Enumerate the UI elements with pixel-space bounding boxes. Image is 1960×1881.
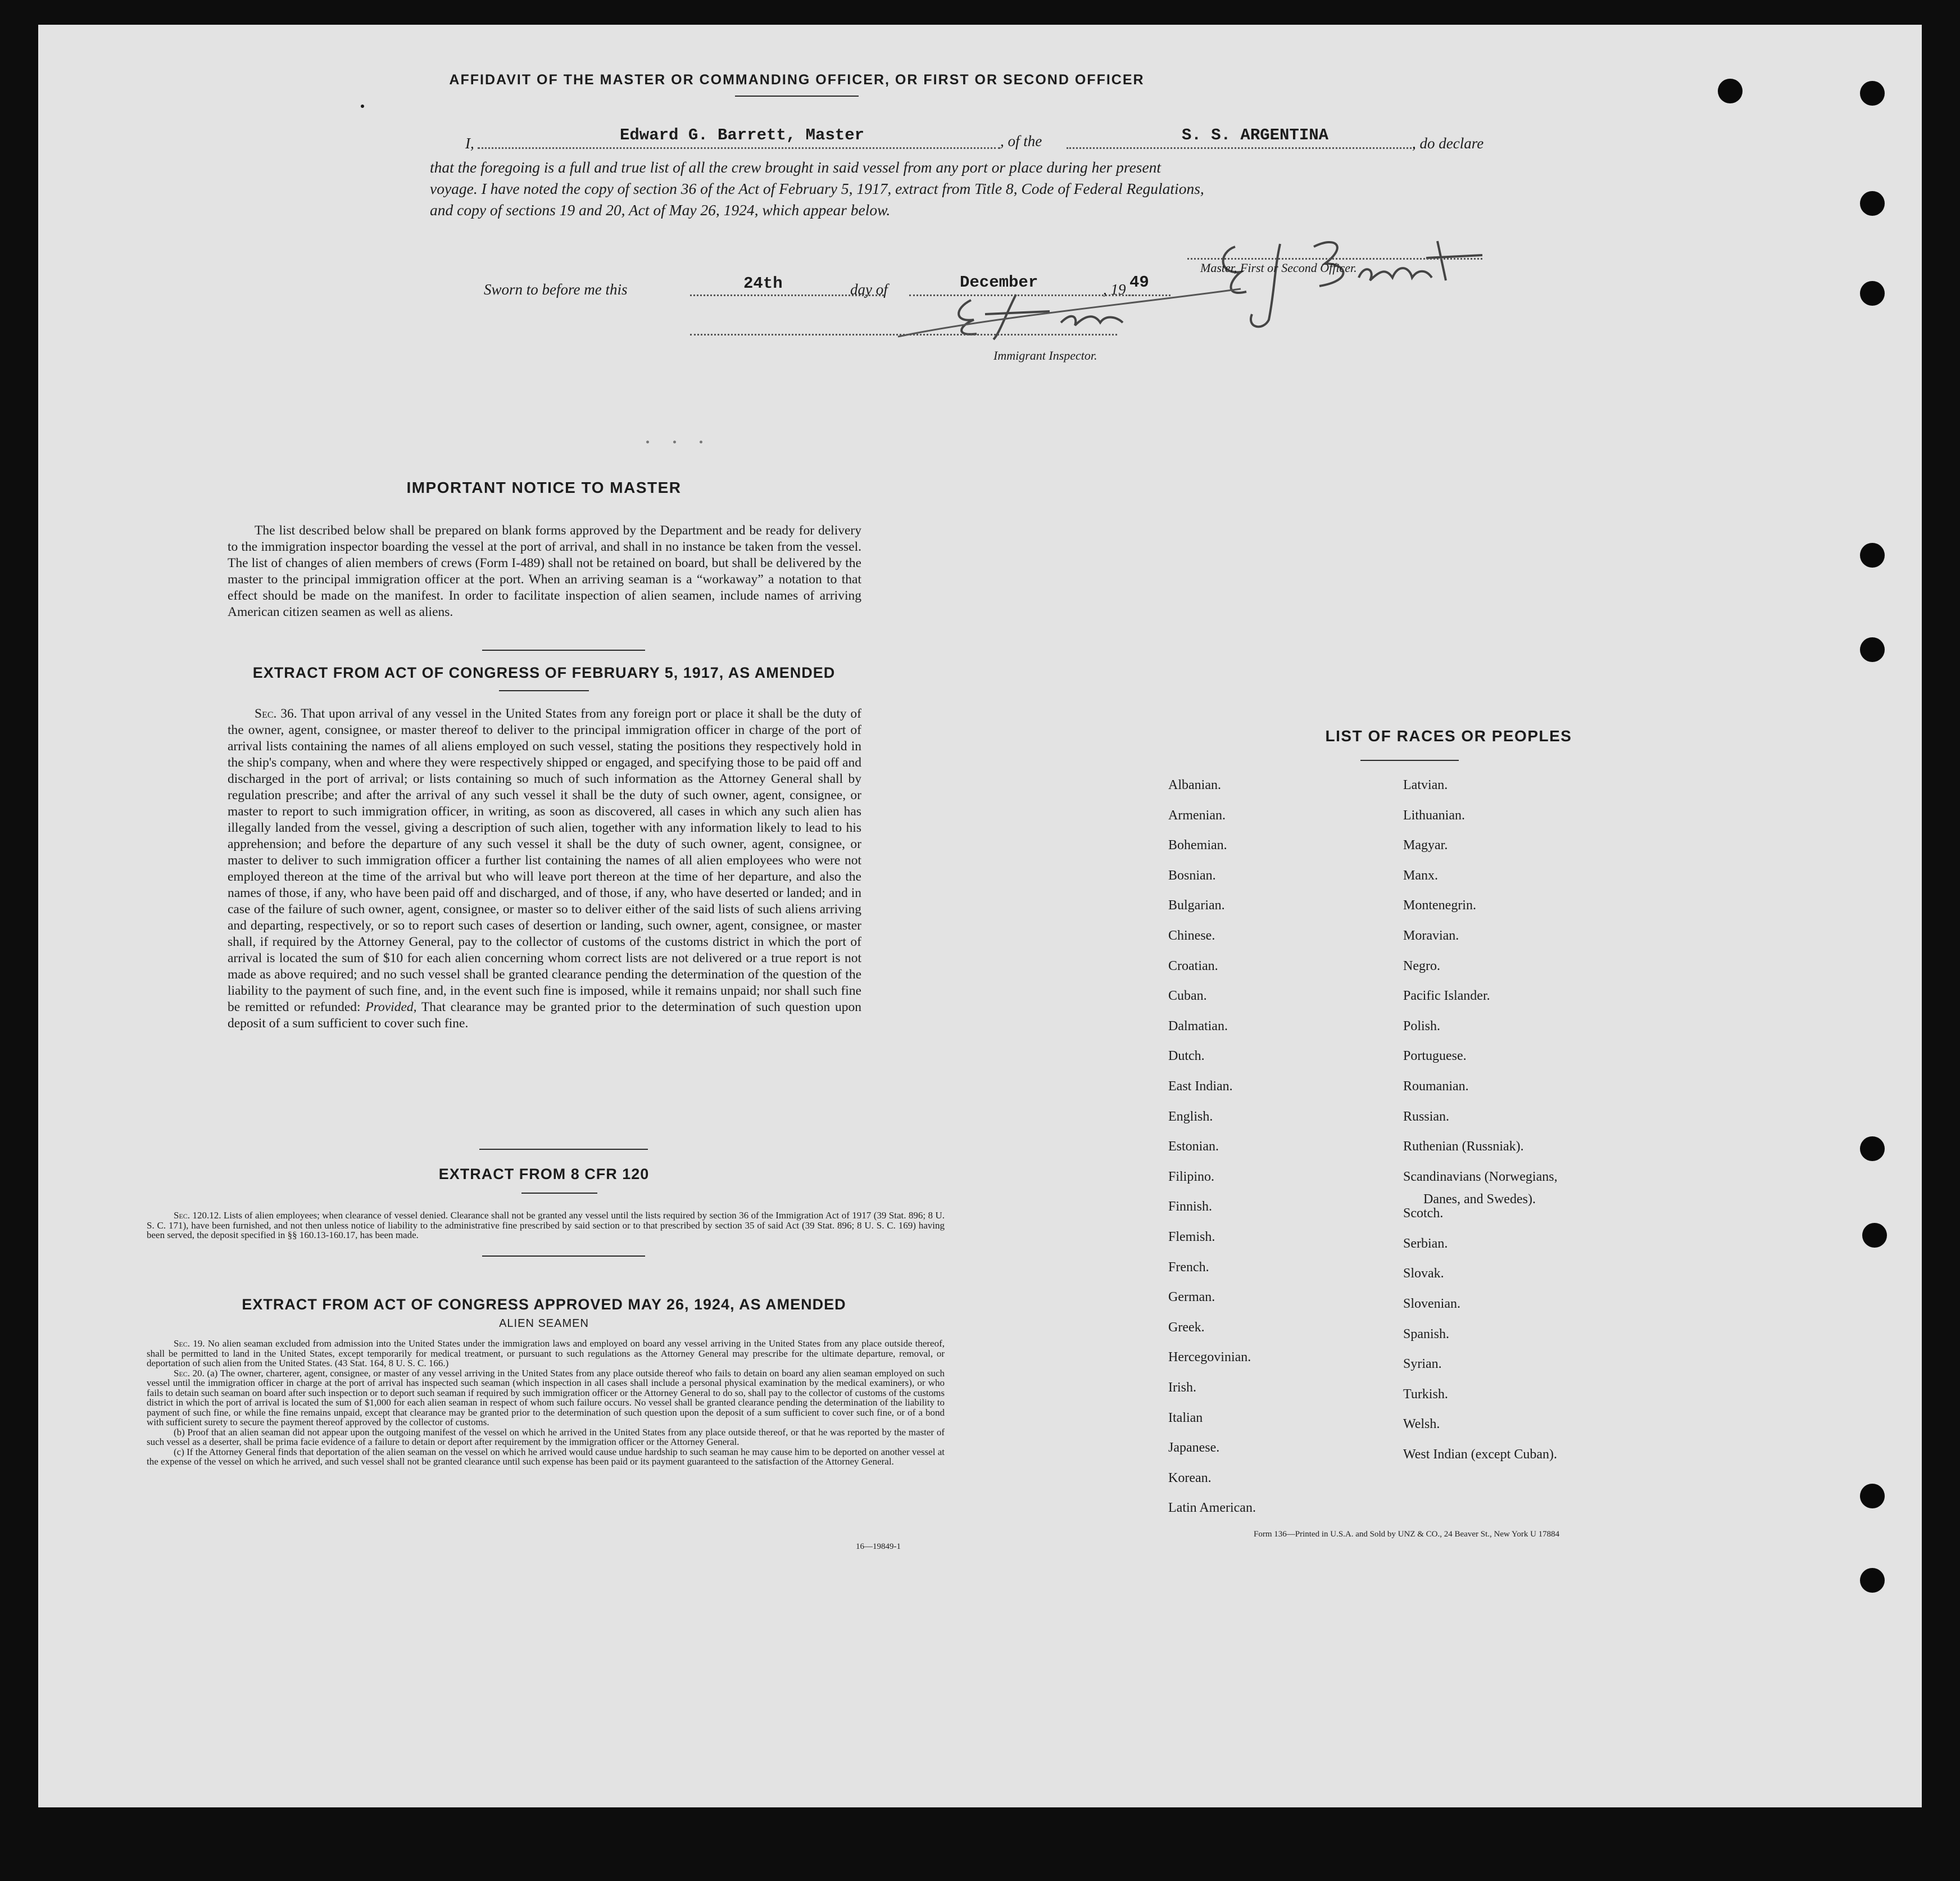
sec36-label: Sec. 36. — [255, 706, 297, 721]
day-of-label: day of — [850, 281, 888, 298]
race-item: Bohemian. — [1168, 838, 1227, 853]
race-item: Moravian. — [1403, 928, 1459, 943]
inspector-caption: Immigrant Inspector. — [993, 348, 1097, 362]
print-code: 16—19849-1 — [856, 1542, 901, 1551]
sec19-text: No alien seaman excluded from admission into the United States under the immigration laws and employed on board any vessel arriving in the United States from any place outside thereof, shall be permitted to land in the United States, except temporarily for medical treatment, or pursuant to such regulations as the Attorney General may prescribe for the ultimate departure, removal, or deportation of such alien from the United States. (43 Stat. 164, 8 U. S. C. 166.) — [147, 1338, 945, 1368]
year-prefix: , 19 — [1103, 281, 1126, 298]
race-item: Estonian. — [1168, 1139, 1219, 1154]
race-item: Irish. — [1168, 1380, 1196, 1395]
race-item: West Indian (except Cuban). — [1403, 1447, 1557, 1462]
race-item: Magyar. — [1403, 838, 1448, 853]
race-item: Scandinavians (Norwegians, — [1403, 1169, 1558, 1184]
punch-hole — [1860, 637, 1885, 662]
race-item: Slovenian. — [1403, 1296, 1460, 1311]
master-signature-line — [1187, 258, 1482, 260]
race-item: Lithuanian. — [1403, 808, 1465, 823]
race-item: Latvian. — [1403, 778, 1448, 792]
notice-title: IMPORTANT NOTICE TO MASTER — [406, 479, 682, 496]
race-item: Latin American. — [1168, 1501, 1256, 1516]
scan-speck — [673, 441, 676, 443]
sec20c-paragraph: (c) If the Attorney General finds that deportation of the alien seaman on the vessel on which he arrived would cause undue hardship to such seaman he may cause him to be deported on another vessel at the expense of the vessel on which he arrived, and such vessel shall not be granted clearance until such expense has been paid or its payment guaranteed to the satisfaction of the Attorney General. — [147, 1446, 945, 1467]
race-item: Ruthenian (Russniak). — [1403, 1139, 1524, 1154]
affidavit-title: AFFIDAVIT OF THE MASTER OR COMMANDING OFFICER, OR FIRST OR SECOND OFFICER — [449, 72, 1145, 88]
race-item: Dalmatian. — [1168, 1018, 1228, 1034]
race-item: Portuguese. — [1403, 1049, 1467, 1064]
master-name-line — [478, 147, 1000, 149]
punch-hole — [1862, 1223, 1887, 1248]
punch-hole — [1860, 1568, 1885, 1593]
extract-1917-body — [228, 706, 861, 1032]
race-item: Danes, and Swedes). — [1423, 1191, 1536, 1207]
vessel-name-field[interactable]: S. S. ARGENTINA — [1182, 126, 1329, 144]
extract-1924-title: EXTRACT FROM ACT OF CONGRESS APPROVED MAY 26, 1924, AS AMENDED — [242, 1296, 846, 1313]
race-item: Negro. — [1403, 958, 1440, 973]
race-item: Roumanian. — [1403, 1079, 1469, 1094]
sworn-day-field[interactable]: 24th — [743, 274, 783, 293]
race-item: French. — [1168, 1259, 1209, 1275]
notice-body: The list described below shall be prepared on blank forms approved by the Department and be ready for delivery to the immigration inspector boarding the vessel at the port of arrival, and shall in no instance be taken from the vessel. The list of changes of alien members of crews (Form I-489) shall not be retained on board, but shall be delivered by the master to the principal immigration officer at the port. When an arriving seaman is a “workaway” a notation to that effect should be made on the manifest. In order to facilitate inspection of alien seamen, include names of arriving American citizen seamen as well as aliens. — [228, 523, 861, 619]
inspector-signature-line — [690, 334, 1117, 336]
sworn-month-field[interactable]: December — [960, 273, 1038, 292]
races-title: LIST OF RACES OR PEOPLES — [1325, 727, 1572, 745]
proviso-label: Provided, — [365, 1000, 417, 1014]
declaration-line-2: voyage. I have noted the copy of section 36 of the Act of February 5, 1917, extract from Title 8, Code of Federal Regulations, — [430, 180, 1204, 197]
punch-hole — [1860, 1136, 1885, 1161]
sec120-label: Sec. 120.12. — [174, 1210, 221, 1221]
alien-seamen-subtitle: ALIEN SEAMEN — [499, 1317, 589, 1330]
race-item: Hercegovinian. — [1168, 1350, 1251, 1365]
race-item: Finnish. — [1168, 1199, 1213, 1214]
race-item: German. — [1168, 1290, 1215, 1305]
sec20b-paragraph: (b) Proof that an alien seaman did not appear upon the outgoing manifest of the vessel on which he arrived in the United States from any place outside thereof, or that he was reported by the master of such vessel as a deserter, shall be prima facie evidence of a failure to detain or deport after requirement by the immigration officer or the Attorney General. — [147, 1426, 945, 1447]
affidavit-i-label: I, — [465, 135, 474, 152]
punch-hole — [1860, 281, 1885, 306]
race-item: Bulgarian. — [1168, 898, 1225, 913]
race-item: Scotch. — [1403, 1206, 1444, 1221]
race-item: English. — [1168, 1109, 1213, 1124]
punch-hole — [1718, 79, 1743, 103]
declaration-line-1: that the foregoing is a full and true list of all the crew brought in said vessel from any port or place during her present — [430, 158, 1162, 176]
punch-hole — [1860, 81, 1885, 106]
master-signature-caption: Master, First or Second Officer. — [1200, 261, 1357, 275]
extract-1917-rule — [499, 690, 589, 691]
race-item: Chinese. — [1168, 928, 1215, 943]
punch-hole — [1860, 191, 1885, 216]
race-item: Korean. — [1168, 1470, 1212, 1485]
sec20a-text: (a) The owner, charterer, agent, consignee, or master of any vessel arriving in the United States from any place outside thereof who fails to detain on board any alien seaman employed on such vessel until the immigration officer in charge at the port of arrival has inspected such seaman (which inspection in all cases shall include a personal physical examination by the medical examiners), or who fails to detain such seaman on board after such inspection or to deport such seaman if required by such immigration officer or the Attorney General to do so, shall pay to the collector of customs of the customs district in which the port of arrival is located the sum of $1,000 for each alien seaman in respect of whom such failure occurs. No vessel shall be granted clearance pending the determination of the liability to payment of such fine, or while the fine remains unpaid, except that clearance may be granted prior to the determination of such question upon the deposit of a sum sufficient to cover such fine, or of a bond with sufficient surety to secure the payment thereof approved by the collector of customs. — [147, 1367, 945, 1427]
race-item: East Indian. — [1168, 1079, 1233, 1094]
race-item: Turkish. — [1403, 1386, 1448, 1402]
race-item: Polish. — [1403, 1018, 1441, 1034]
punch-hole — [1860, 1484, 1885, 1508]
sec36-text: That upon arrival of any vessel in the United States from any foreign port or place it shall be the duty of the owner, agent, consignee, or master thereof to deliver to the principal immigration officer in charge of the port of arrival lists containing the names of all aliens employed on such vessel, stating the positions they respectively hold in the ship's company, when and where they were respectively shipped or engaged, and specifying those to be paid off and discharged in the port of arrival; or lists containing so much of such information as the Attorney General shall by regulation prescribe; and after the arrival of any such vessel it shall be the duty of such owner, agent, consignee, or master to report to such immigration officer, in writing, as soon as discovered, all cases in which any such alien has illegally landed from the vessel, giving a description of such alien, together with any information likely to lead to his apprehension; and before the departure of any such vessel it shall be the duty of such owner, agent, consignee, or master to deliver to such immigration officer a further list containing the names of all alien employees who were not employed thereon at the time of the arrival but who will leave port thereon at the time of her departure, and also the names of those, if any, who have been paid off and discharged, and of those, if any, who have deserted or landed; and in case of the failure of such owner, agent, consignee, or master so to deliver either of the said lists of such aliens arriving and departing, respectively, or so to report such cases of desertion or landing, such owner, agent, consignee, or master shall, if required by the Attorney General, pay to the collector of customs of the customs district in which the port of arrival is located the sum of $10 for each alien concerning whom correct lists are not delivered or a true report is not made as above required; and no such vessel shall be granted clearance pending the determination of the question of the liability to the payment of such fine, and, in the event such fine is imposed, while it remains unpaid; nor shall such fine be remitted or refunded: — [228, 706, 862, 1014]
extract-cfr-title: EXTRACT FROM 8 CFR 120 — [438, 1166, 650, 1182]
scan-speck — [361, 105, 364, 108]
document-page — [38, 25, 1922, 1807]
extract-1917-title: EXTRACT FROM ACT OF CONGRESS OF FEBRUARY 5, 1917, AS AMENDED — [252, 664, 836, 681]
sec19-paragraph — [147, 1339, 945, 1368]
race-item: Armenian. — [1168, 808, 1226, 823]
race-item: Bosnian. — [1168, 868, 1216, 883]
races-rule — [1360, 760, 1459, 761]
scan-speck — [700, 441, 702, 443]
vessel-name-line — [1067, 147, 1415, 149]
sec120-text: Lists of alien employees; when clearance of vessel denied. Clearance shall not be granted any vessel until the lists required by section 36 of the Immigration Act of 1917 (39 Stat. 896; 8 U. S. C. 171), have been furnished, and not then unless notice of liability to the administrative fine prescribed by said section or to that prescribed by section 35 of said Act (39 Stat. 896; 8 U. S. C. 169) having been served, the deposit specified in §§ 160.13-160.17, has been made. — [147, 1210, 945, 1240]
master-name-field[interactable]: Edward G. Barrett, Master — [620, 126, 865, 144]
race-item: Spanish. — [1403, 1326, 1450, 1341]
form-print-note: Form 136—Printed in U.S.A. and Sold by UNZ & CO., 24 Beaver St., New York U 17884 — [1254, 1530, 1560, 1539]
race-item: Russian. — [1403, 1109, 1450, 1124]
inspector-signature — [881, 283, 1308, 345]
do-declare-label: , do declare — [1412, 135, 1484, 152]
declaration-line-3: and copy of sections 19 and 20, Act of May 26, 1924, which appear below. — [430, 201, 891, 219]
race-item: Albanian. — [1168, 778, 1221, 792]
race-item: Dutch. — [1168, 1049, 1205, 1064]
race-item: Serbian. — [1403, 1236, 1448, 1251]
sec20-label: Sec. 20. — [174, 1367, 205, 1379]
punch-hole — [1860, 543, 1885, 568]
race-item: Flemish. — [1168, 1230, 1215, 1244]
notice-rule — [482, 650, 645, 651]
race-item: Filipino. — [1168, 1169, 1215, 1184]
race-item: Montenegrin. — [1403, 898, 1476, 913]
title-rule — [735, 96, 859, 97]
of-the-label: , of the — [1000, 133, 1042, 149]
extract-1924-body — [147, 1339, 945, 1467]
race-item: Welsh. — [1403, 1417, 1440, 1432]
year-field[interactable]: 49 — [1129, 273, 1149, 292]
race-item: Syrian. — [1403, 1357, 1442, 1372]
race-item: Italian — [1168, 1410, 1203, 1425]
extract-cfr-end-rule — [482, 1255, 645, 1257]
extract-1917-end-rule — [479, 1149, 648, 1150]
race-item: Greek. — [1168, 1320, 1205, 1335]
race-item: Pacific Islander. — [1403, 989, 1490, 1004]
sec20a-paragraph — [147, 1368, 945, 1427]
race-item: Slovak. — [1403, 1266, 1444, 1281]
race-item: Cuban. — [1168, 989, 1207, 1004]
race-item: Japanese. — [1168, 1440, 1220, 1456]
sec19-label: Sec. 19. — [174, 1338, 205, 1349]
race-item: Manx. — [1403, 868, 1438, 883]
proviso-text: That clearance may be granted prior to the determination of such question upon deposit of a sum sufficient to cover such fine. — [228, 1000, 862, 1031]
extract-cfr-body — [147, 1211, 945, 1240]
extract-cfr-rule — [521, 1193, 597, 1194]
sworn-label: Sworn to before me this — [484, 281, 628, 298]
race-item: Croatian. — [1168, 958, 1218, 973]
scan-speck — [646, 441, 649, 443]
